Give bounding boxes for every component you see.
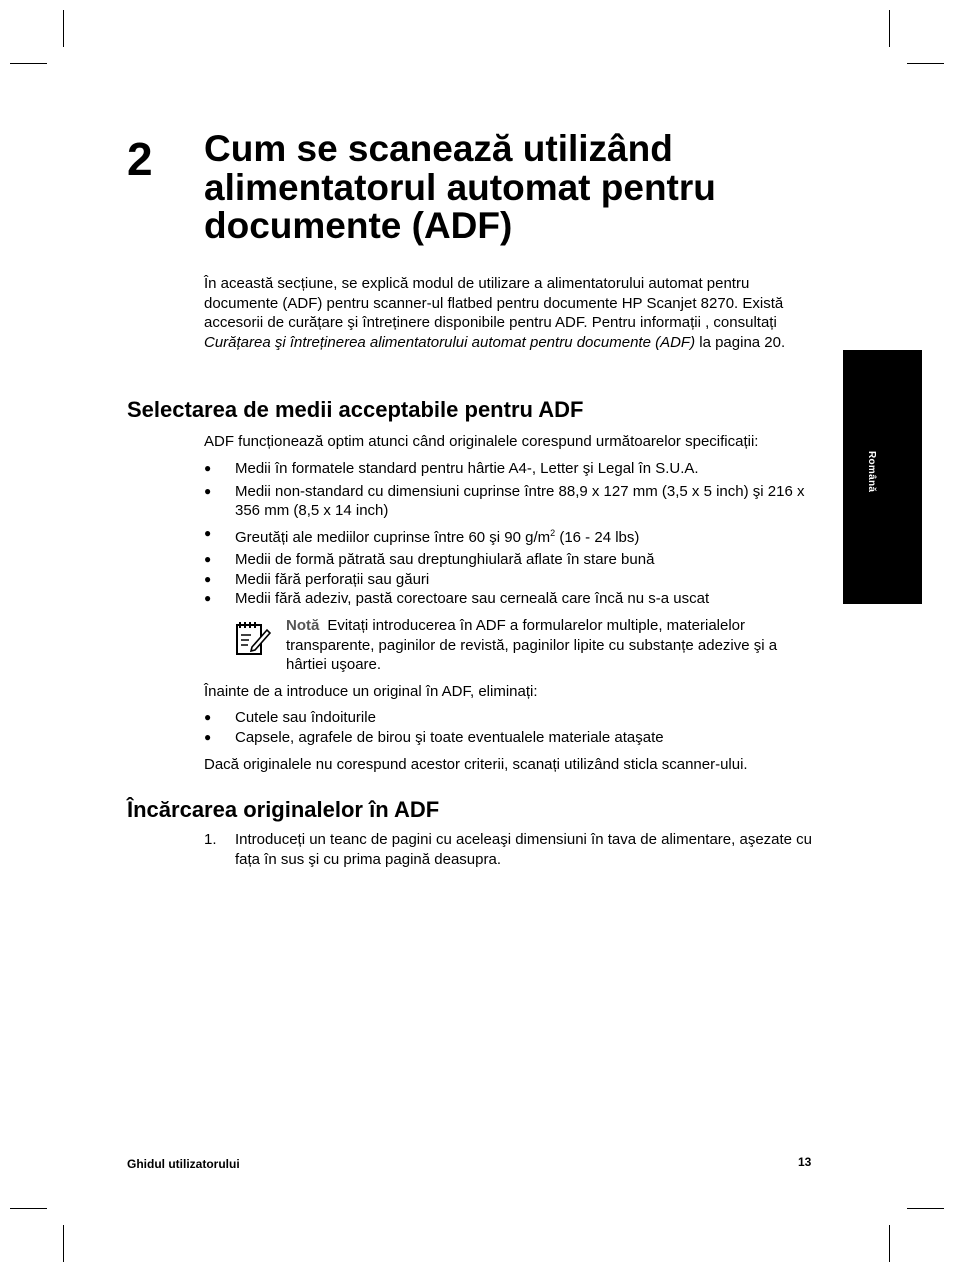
- bullet-icon: ●: [204, 461, 212, 475]
- crop-mark: [889, 10, 890, 47]
- chapter-number: 2: [127, 133, 153, 185]
- language-side-tab: [843, 350, 922, 604]
- language-label: Română: [866, 451, 877, 493]
- note-label: Notă: [286, 617, 320, 634]
- superscript: 2: [550, 527, 556, 538]
- crop-mark: [907, 63, 944, 64]
- specs-list: [204, 459, 814, 609]
- bullet-icon: ●: [204, 571, 212, 586]
- step-number: 1.: [204, 831, 217, 848]
- crop-mark: [63, 10, 64, 47]
- crop-mark: [10, 63, 47, 64]
- remove-list: [204, 708, 814, 747]
- note-pencil-icon: [234, 619, 272, 657]
- remove-lead: Înainte de a introduce un original în ADF, eliminați:: [204, 683, 538, 700]
- list-item: [204, 830, 814, 869]
- list-item: ● Medii de formă pătrată sau dreptunghiulară aflate în stare bună: [204, 551, 655, 568]
- section-heading-media: Selectarea de medii acceptabile pentru ADF: [127, 397, 584, 422]
- intro-text-end: la pagina 20.: [695, 333, 786, 351]
- page-number: 13: [798, 1155, 812, 1169]
- cross-reference-link[interactable]: Curățarea şi întreținerea alimentatorului automat pentru documente (ADF): [204, 333, 696, 351]
- bullet-icon: ●: [204, 525, 212, 540]
- list-item: ● Capsele, agrafele de birou şi toate eventualele materiale ataşate: [204, 728, 664, 746]
- list-item: ● Medii fără perforații sau găuri: [204, 570, 430, 588]
- list-item: ● Medii fără adeziv, pastă corectoare sau cerneală care încă nu s-a uscat: [204, 590, 710, 607]
- bullet-icon: ●: [204, 552, 212, 566]
- crop-mark: [63, 1225, 64, 1262]
- crop-mark: [907, 1208, 944, 1209]
- chapter-title: Cum se scanează utilizând alimentatorul automat pentru documente (ADF): [204, 128, 716, 246]
- section-heading-loading: Încărcarea originalelor în ADF: [127, 797, 440, 822]
- list-item: ● Medii în formatele standard pentru hârtie A4-, Letter şi Legal în S.U.A.: [204, 460, 699, 477]
- steps-list: [204, 830, 814, 869]
- list-item: ● Greutăți ale mediilor cuprinse între 60 şi 90 $g/m^2$ (16 - 24 lbs): [204, 525, 640, 546]
- bullet-icon: ●: [204, 729, 212, 744]
- crop-mark: [889, 1225, 890, 1262]
- bullet-icon: ●: [204, 591, 212, 605]
- crop-mark: [10, 1208, 47, 1209]
- note-block: [286, 616, 816, 675]
- specs-lead: ADF funcționează optim atunci când originalele corespund următoarelor specificații:: [204, 433, 759, 450]
- closing-paragraph: Dacă originalele nu corespund acestor criterii, scanați utilizând sticla scanner-ului.: [204, 756, 748, 773]
- intro-text: În această secțiune, se explică modul de utilizare a alimentatorului automat pentru documente (ADF) pentru scanner-ul flatbed pentru documente HP Scanjet 8270. Există accesorii de curățare şi întreținere disponibile pentru ADF. Pentru informații , consultați: [204, 275, 784, 331]
- bullet-icon: ●: [204, 710, 212, 724]
- step-text: Introduceți un teanc de pagini cu aceleaşi dimensiuni în tava de alimentare, aşezate cu fața în sus şi cu prima pagină deasupra.: [235, 831, 813, 868]
- intro-paragraph: [204, 274, 814, 352]
- note-text: Evitați introducerea în ADF a formularelor multiple, materialelor transparente, paginilor de revistă, paginilor lipite cu substanțe adezive şi a hârtiei uşoare.: [286, 617, 778, 673]
- footer-title: Ghidul utilizatorului: [127, 1157, 240, 1171]
- list-item: ● Medii non-standard cu dimensiuni cuprinse între 88,9 x 127 mm (3,5 x 5 inch) şi 216 x 356 mm (8,5 x 14 inch): [204, 482, 805, 519]
- list-item: ● Cutele sau îndoiturile: [204, 709, 376, 726]
- bullet-icon: ●: [204, 483, 212, 498]
